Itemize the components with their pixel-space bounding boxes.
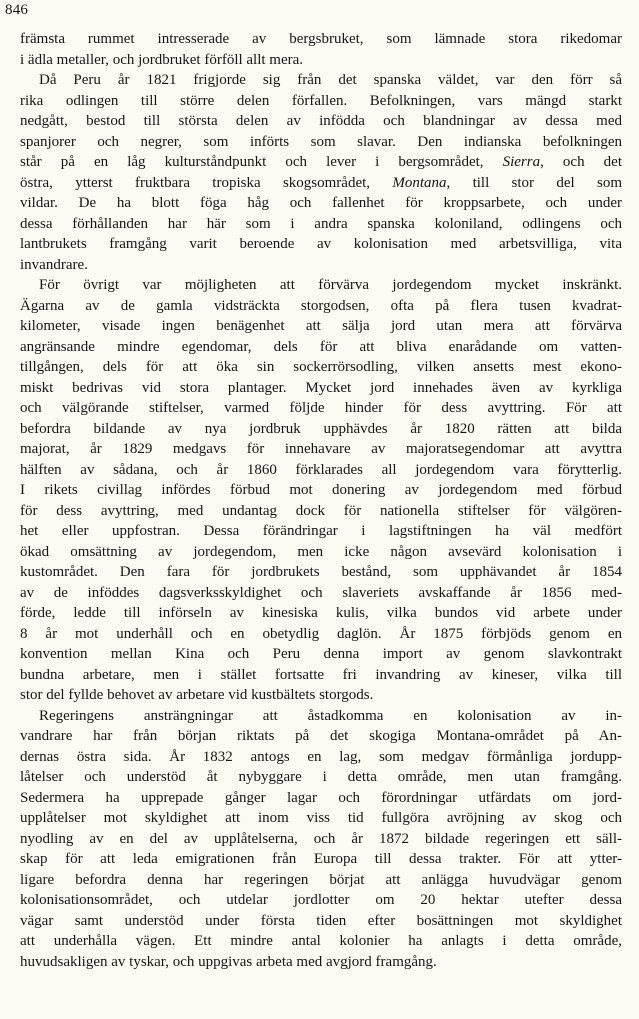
text-line: i ädla metaller, och jordbruket förföll allt mera. [20,51,304,68]
text-line: het eller uppfostran. Dessa förändringar i lagstiftningen ha väl medfört [20,523,622,539]
text-line: majorat, år 1829 medgavs för innehavare av majoratsegendomar att avyttra [20,441,622,457]
text-line: huvudsakligen av tyskar, och uppgivas arbeta med avgjord framgång. [20,953,437,970]
text-line: Regeringens ansträngningar att åstadkomma en kolonisation av in- [39,707,622,724]
text-line: upplåtelser mot skyldighet att inom viss tid fullgöra avröjning av skog och [20,810,622,826]
text-line: nedgått, bestod till största delen av infödda och blandningar av dessa med [20,113,622,129]
text-line: Sedermera ha upprepade gånger lagar och förordningar utfärdats om jord- [20,789,622,806]
text-line: vandrare har från början riktats på det skogiga Montana-området på An- [20,728,622,744]
text-line: stor del fyllde behovet av arbetare vid kustbältets storgods. [20,687,374,703]
body-text [20,29,622,972]
text-line: vildar. De ha blott föga håg och fallenhet för kroppsarbete, och under [20,195,622,211]
text-line: befordra bildande av nya jordbruk upphävdes år 1820 rätten att bilda [20,420,622,437]
text-line: står på en låg kulturståndpunkt och lever i bergsområdet, Sierra, och det [20,154,622,170]
text-line: Ägarna av de gamla vidsträckta storgodsen, ofta på flera tusen kvadrat- [20,297,622,314]
text-line: av de inföddes dagsverksskyldighet och slaveriets avskaffande år 1856 med- [20,584,622,601]
text-line: förde, ledde till införseln av kinesiska kulis, vilka bundos vid arbete under [20,605,622,621]
text-line: kustområdet. Den fara för jordbrukets bestånd, som upphävandet år 1854 [20,564,622,580]
text-line: vägar samt understöd under första tiden efter bosättningen mot skyldighet [20,912,622,929]
text-line: att underhålla vägen. Ett mindre antal kolonier ha anlagts i detta område, [20,933,622,949]
text-line: kolonisationsområdet, och utdelar jordlotter om 20 hektar utefter dessa [20,892,622,908]
text-line: dessa förhållanden har här som i andra spanska koloniland, odlingens och [20,215,622,232]
text-line: För övrigt var möjligheten att förvärva jordegendom mycket inskränkt. [39,277,622,293]
text-line: invandrare. [20,256,88,273]
text-line: östra, ytterst fruktbara tropiska skogsområdet, Montana, till stor del som [20,174,622,191]
text-line: ligare befordra denna har regeringen börjat att anlägga huvudvägar genom [20,871,622,888]
text-line: och välgörande stiftelser, varmed följde hinder för dess avyttring. För att [20,400,622,416]
text-line: angränsande mindre egendomar, dels för att bliva enarådande om vatten- [20,338,622,355]
text-line: I rikets civillag infördes förbud mot donering av jordegendom med förbud [20,482,622,498]
text-line: hälften av sådana, och år 1860 förklarades all jordegendom vara förytterlig. [20,461,622,478]
text-line: miskt bedrivas vid stora plantager. Mycket jord innehades även av kyrkliga [20,379,622,396]
text-line: för dess avyttring, med undantag dock för nationella stiftelser för välgören- [20,502,622,519]
text-line: bundna arbetare, men i stället fortsatte fri invandring av kineser, vilka till [20,666,622,683]
text-line: konvention mellan Kina och Peru denna import av genom slavkontrakt [20,646,622,662]
text-line: 8 år mot underhåll och en obetydlig daglön. År 1875 förbjöds genom en [20,625,622,642]
text-line: skap för att leda emigrationen från Europa till dessa trakter. För att ytter- [20,851,622,867]
text-line: lantbrukets framgång varit beroende av kolonisation med arbetsvilliga, vita [20,236,622,252]
text-line: Då Peru år 1821 frigjorde sig från det spanska väldet, var den förr så [39,72,622,88]
text-line: spanjorer och negrer, som införts som slavar. Den indianska befolkningen [20,133,622,150]
text-line: kilometer, visade ingen benägenhet att sälja jord utan mera att förvärva [20,318,622,334]
text-line: främsta rummet intresserade av bergsbruket, som lämnade stora rikedomar [20,31,622,47]
page-number: 846 [5,2,29,18]
text-line: nyodling av en del av upplåtelserna, och år 1872 bildade regeringen ett säll- [20,830,622,847]
text-line: tillgången, dels för att öka sin sockerrörsodling, vilken ansetts mest ekono- [20,359,622,375]
text-line: dernas östra sida. År 1832 antogs en lag, som medgav förmånliga jordupp- [20,748,622,765]
text-line: rika odlingen till större delen förfallen. Befolkningen, vars mängd starkt [20,92,622,109]
text-line: låtelser och understöd åt nybyggare i detta område, men utan framgång. [20,769,622,785]
text-line: ökad omsättning av jordegendom, men icke någon avsevärd kolonisation i [20,543,622,560]
